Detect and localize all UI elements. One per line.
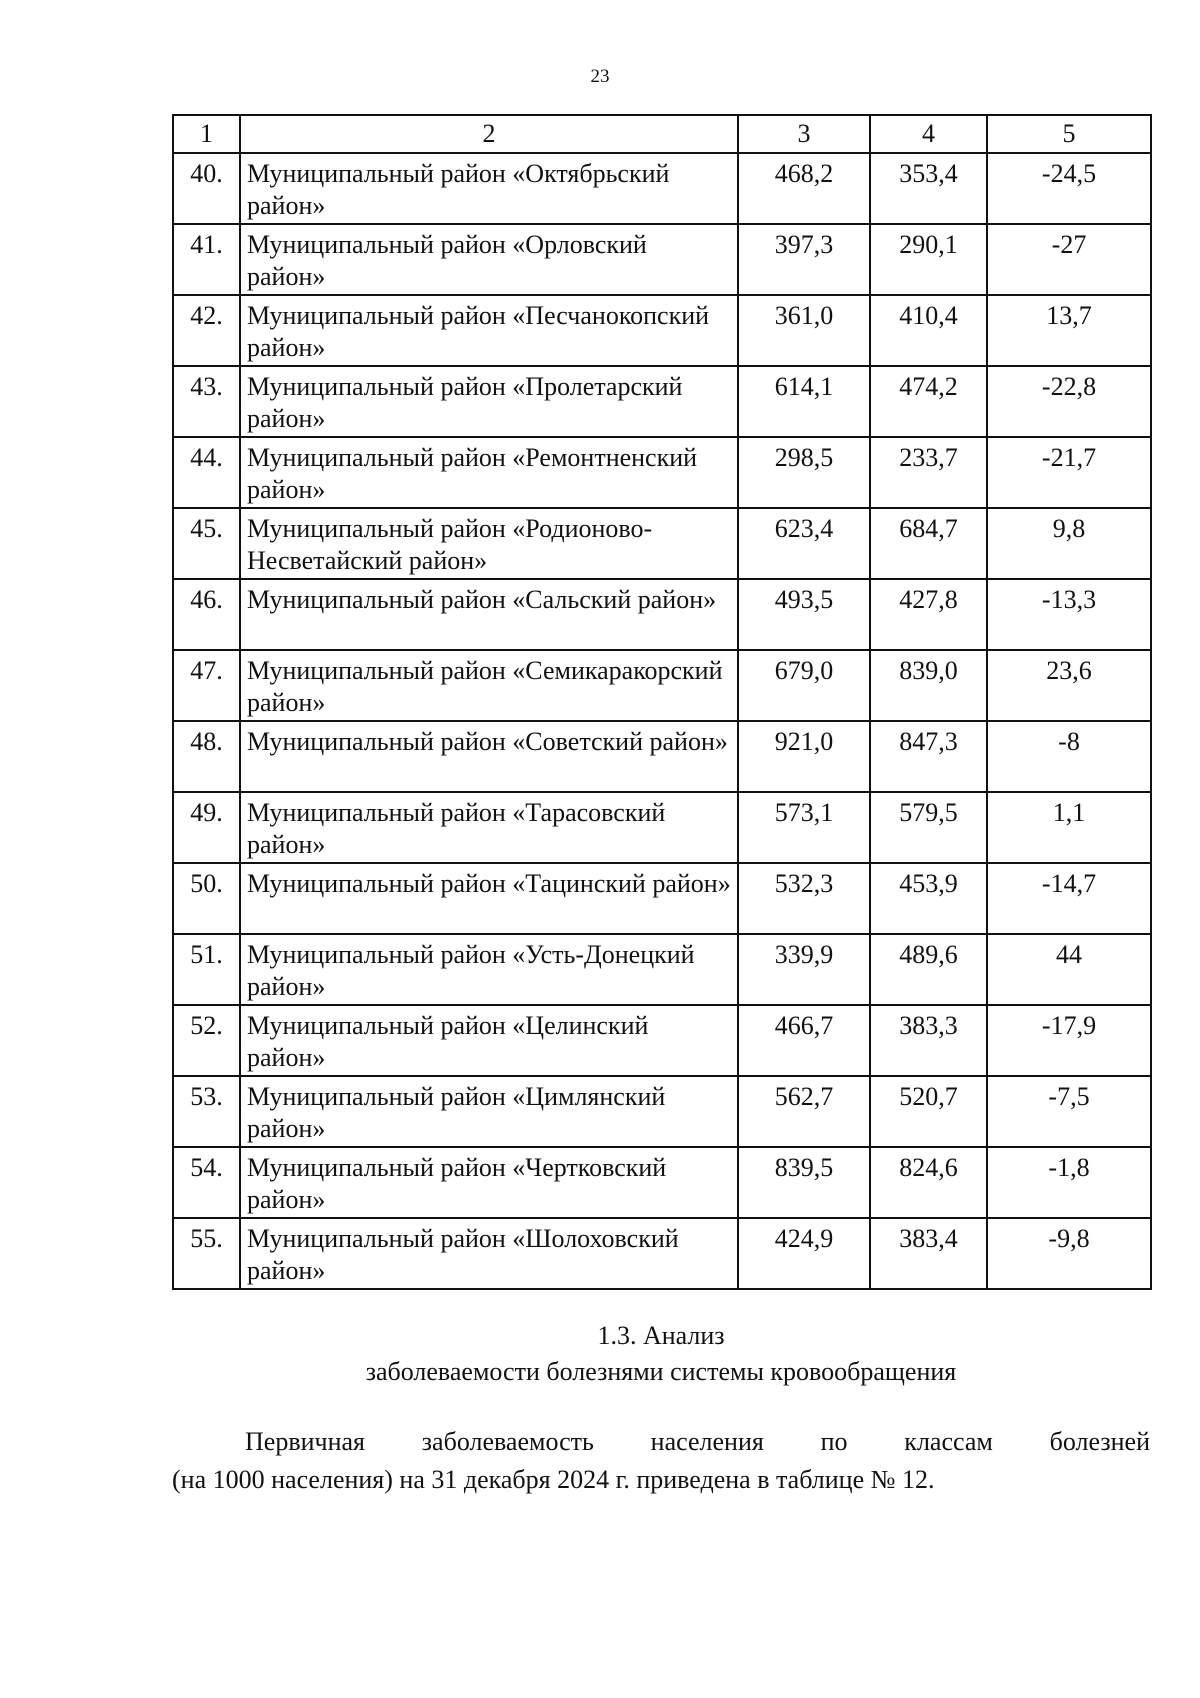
district-name: Муниципальный район «Песчанокопский район» <box>240 295 738 366</box>
district-name: Муниципальный район «Цимлянский район» <box>240 1076 738 1147</box>
value-col-3: 614,1 <box>738 366 870 437</box>
value-col-3: 532,3 <box>738 863 870 934</box>
district-name: Муниципальный район «Семикаракорский район» <box>240 650 738 721</box>
value-col-5: -27 <box>987 224 1151 295</box>
value-col-3: 623,4 <box>738 508 870 579</box>
table-row <box>173 863 1151 934</box>
value-col-3: 424,9 <box>738 1218 870 1289</box>
district-name: Муниципальный район «Целинский район» <box>240 1005 738 1076</box>
district-name: Муниципальный район «Пролетарский район» <box>240 366 738 437</box>
table-row <box>173 1076 1151 1147</box>
value-col-3: 679,0 <box>738 650 870 721</box>
district-name: Муниципальный район «Ремонтненский район» <box>240 437 738 508</box>
district-name: Муниципальный район «Шолоховский район» <box>240 1218 738 1289</box>
value-col-4: 579,5 <box>870 792 987 863</box>
header-col-5: 5 <box>987 115 1151 153</box>
row-number: 40. <box>173 153 240 224</box>
value-col-3: 839,5 <box>738 1147 870 1218</box>
value-col-5: -24,5 <box>987 153 1151 224</box>
value-col-5: 9,8 <box>987 508 1151 579</box>
district-name: Муниципальный район «Родионово-Несветайский район» <box>240 508 738 579</box>
table-row <box>173 295 1151 366</box>
row-number: 53. <box>173 1076 240 1147</box>
value-col-4: 233,7 <box>870 437 987 508</box>
row-number: 46. <box>173 579 240 650</box>
value-col-4: 383,3 <box>870 1005 987 1076</box>
value-col-5: -17,9 <box>987 1005 1151 1076</box>
value-col-4: 684,7 <box>870 508 987 579</box>
row-number: 51. <box>173 934 240 1005</box>
value-col-4: 290,1 <box>870 224 987 295</box>
page-number: 23 <box>590 66 610 87</box>
value-col-5: 44 <box>987 934 1151 1005</box>
table-row <box>173 366 1151 437</box>
row-number: 54. <box>173 1147 240 1218</box>
value-col-3: 298,5 <box>738 437 870 508</box>
paragraph-line-1: Первичная заболеваемость населения по классам болезней <box>245 1427 1150 1456</box>
row-number: 55. <box>173 1218 240 1289</box>
header-col-3: 3 <box>738 115 870 153</box>
table-row <box>173 650 1151 721</box>
value-col-5: -8 <box>987 721 1151 792</box>
table-row <box>173 153 1151 224</box>
value-col-4: 824,6 <box>870 1147 987 1218</box>
table-header-row <box>173 115 1151 153</box>
header-col-4: 4 <box>870 115 987 153</box>
value-col-5: -14,7 <box>987 863 1151 934</box>
value-col-4: 353,4 <box>870 153 987 224</box>
value-col-5: -21,7 <box>987 437 1151 508</box>
row-number: 52. <box>173 1005 240 1076</box>
row-number: 41. <box>173 224 240 295</box>
table-row <box>173 1005 1151 1076</box>
district-name: Муниципальный район «Усть-Донецкий район» <box>240 934 738 1005</box>
header-col-2: 2 <box>240 115 738 153</box>
value-col-3: 562,7 <box>738 1076 870 1147</box>
value-col-5: -13,3 <box>987 579 1151 650</box>
value-col-3: 339,9 <box>738 934 870 1005</box>
district-name: Муниципальный район «Октябрьский район» <box>240 153 738 224</box>
value-col-3: 397,3 <box>738 224 870 295</box>
value-col-4: 489,6 <box>870 934 987 1005</box>
value-col-5: 23,6 <box>987 650 1151 721</box>
body-paragraph <box>172 1423 1150 1499</box>
row-number: 49. <box>173 792 240 863</box>
value-col-4: 410,4 <box>870 295 987 366</box>
row-number: 44. <box>173 437 240 508</box>
section-heading-number: 1.3. Анализ <box>597 1321 725 1350</box>
table-row <box>173 1147 1151 1218</box>
value-col-3: 573,1 <box>738 792 870 863</box>
section-heading <box>172 1318 1150 1390</box>
value-col-4: 847,3 <box>870 721 987 792</box>
value-col-3: 921,0 <box>738 721 870 792</box>
value-col-4: 474,2 <box>870 366 987 437</box>
value-col-4: 453,9 <box>870 863 987 934</box>
row-number: 47. <box>173 650 240 721</box>
value-col-5: -1,8 <box>987 1147 1151 1218</box>
header-col-1: 1 <box>173 115 240 153</box>
value-col-5: -7,5 <box>987 1076 1151 1147</box>
incidence-table <box>172 114 1152 1290</box>
value-col-5: -9,8 <box>987 1218 1151 1289</box>
row-number: 45. <box>173 508 240 579</box>
paragraph-line-2: (на 1000 населения) на 31 декабря 2024 г. приведена в таблице № 12. <box>172 1465 935 1494</box>
table-row <box>173 508 1151 579</box>
table-row <box>173 934 1151 1005</box>
table-row <box>173 224 1151 295</box>
table-row <box>173 792 1151 863</box>
value-col-4: 427,8 <box>870 579 987 650</box>
table-row <box>173 1218 1151 1289</box>
district-name: Муниципальный район «Сальский район» <box>240 579 738 650</box>
table-row <box>173 579 1151 650</box>
value-col-5: -22,8 <box>987 366 1151 437</box>
value-col-3: 361,0 <box>738 295 870 366</box>
table-row <box>173 721 1151 792</box>
value-col-4: 839,0 <box>870 650 987 721</box>
district-name: Муниципальный район «Чертковский район» <box>240 1147 738 1218</box>
district-name: Муниципальный район «Советский район» <box>240 721 738 792</box>
section-heading-title: заболеваемости болезнями системы кровообращения <box>365 1357 957 1386</box>
row-number: 43. <box>173 366 240 437</box>
district-name: Муниципальный район «Орловский район» <box>240 224 738 295</box>
table-body <box>173 153 1151 1289</box>
value-col-3: 468,2 <box>738 153 870 224</box>
value-col-5: 1,1 <box>987 792 1151 863</box>
value-col-5: 13,7 <box>987 295 1151 366</box>
value-col-4: 520,7 <box>870 1076 987 1147</box>
value-col-4: 383,4 <box>870 1218 987 1289</box>
district-name: Муниципальный район «Тарасовский район» <box>240 792 738 863</box>
row-number: 42. <box>173 295 240 366</box>
table-row <box>173 437 1151 508</box>
row-number: 50. <box>173 863 240 934</box>
value-col-3: 466,7 <box>738 1005 870 1076</box>
value-col-3: 493,5 <box>738 579 870 650</box>
row-number: 48. <box>173 721 240 792</box>
district-name: Муниципальный район «Тацинский район» <box>240 863 738 934</box>
